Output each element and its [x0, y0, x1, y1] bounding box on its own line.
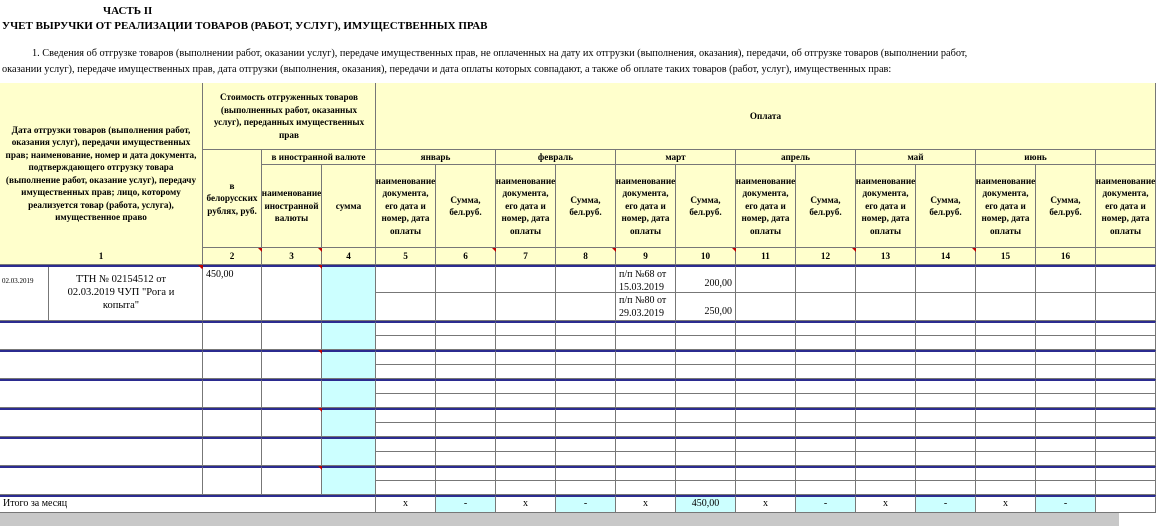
payment-cell[interactable]	[976, 452, 1036, 466]
payment-cell[interactable]	[436, 481, 496, 495]
payment-cell[interactable]	[976, 466, 1036, 481]
total-row-value[interactable]: x	[376, 495, 436, 513]
payment-cell[interactable]	[796, 365, 856, 379]
payment-cell[interactable]	[736, 408, 796, 423]
currency-name-cell[interactable]	[262, 350, 322, 379]
payment-cell[interactable]	[616, 466, 676, 481]
header-payment[interactable]: Оплата	[376, 83, 1156, 150]
total-row-value[interactable]: -	[436, 495, 496, 513]
payment-cell[interactable]	[496, 394, 556, 408]
payment-cell[interactable]	[556, 481, 616, 495]
payment-cell[interactable]	[796, 452, 856, 466]
payment-cell[interactable]	[976, 437, 1036, 452]
amount-byr-cell[interactable]	[203, 379, 262, 408]
payment-cell[interactable]	[1036, 321, 1096, 336]
column-number[interactable]	[1096, 248, 1156, 265]
payment-cell[interactable]	[736, 423, 796, 437]
total-row-value[interactable]: x	[616, 495, 676, 513]
payment-cell[interactable]	[1096, 452, 1156, 466]
comment-marker[interactable]	[318, 248, 322, 252]
column-number[interactable]: 5	[376, 248, 436, 265]
payment-cell[interactable]	[856, 265, 916, 293]
comment-marker[interactable]	[318, 350, 322, 354]
payment-cell[interactable]	[376, 466, 436, 481]
payment-cell[interactable]	[976, 350, 1036, 365]
payment-cell[interactable]	[736, 365, 796, 379]
payment-cell[interactable]	[976, 365, 1036, 379]
comment-marker[interactable]	[492, 248, 496, 252]
payment-cell[interactable]	[616, 423, 676, 437]
amount-byr-cell[interactable]	[203, 321, 262, 350]
payment-cell[interactable]	[436, 423, 496, 437]
header-cost-group[interactable]: Стоимость отгруженных товаров (выполненных работ, оказанных услуг), переданных имущественных прав	[203, 83, 376, 150]
payment-cell[interactable]	[976, 265, 1036, 293]
column-number[interactable]: 4	[322, 248, 376, 265]
payment-cell[interactable]	[856, 452, 916, 466]
payment-cell[interactable]	[376, 437, 436, 452]
amount-byr-cell[interactable]	[203, 466, 262, 495]
payment-cell[interactable]	[616, 379, 676, 394]
payment-cell[interactable]	[1096, 481, 1156, 495]
payment-cell[interactable]	[376, 293, 436, 321]
payment-cell[interactable]	[856, 336, 916, 350]
part-label: ЧАСТЬ II	[103, 5, 153, 17]
payment-cell[interactable]	[1096, 336, 1156, 350]
payment-cell[interactable]	[556, 336, 616, 350]
intro-line-2: оказании услуг), передаче имущественных прав, дата отгрузки (выполнения, оказания), передачи и дата оплаты которых совпадают, а также об оплате таких товаров (работ, услуг), имущественных прав:	[2, 64, 892, 75]
payment-cell[interactable]	[916, 466, 976, 481]
payment-cell[interactable]	[556, 350, 616, 365]
payment-cell[interactable]	[976, 293, 1036, 321]
currency-sum-cell[interactable]	[322, 466, 376, 495]
payment-cell[interactable]	[976, 423, 1036, 437]
header-foreign-currency[interactable]: в иностранной валюте	[262, 150, 376, 165]
payment-cell[interactable]	[736, 481, 796, 495]
payment-cell[interactable]	[616, 408, 676, 423]
payment-cell[interactable]	[556, 423, 616, 437]
payment-cell[interactable]	[916, 336, 976, 350]
payment-cell[interactable]	[856, 321, 916, 336]
payment-cell[interactable]	[496, 379, 556, 394]
currency-name-cell[interactable]	[262, 437, 322, 466]
payment-cell[interactable]	[676, 394, 736, 408]
payment-cell[interactable]	[496, 452, 556, 466]
payment-cell[interactable]	[736, 336, 796, 350]
payment-cell[interactable]	[436, 293, 496, 321]
payment-cell[interactable]	[376, 365, 436, 379]
payment-cell[interactable]	[1036, 481, 1096, 495]
currency-name-cell[interactable]	[262, 379, 322, 408]
payment-cell[interactable]	[556, 379, 616, 394]
march-payment-amount[interactable]: 200,00	[676, 265, 736, 293]
column-number[interactable]: 16	[1036, 248, 1096, 265]
intro-line-1: 1. Сведения об отгрузке товаров (выполнении работ, оказании услуг), передаче имущественных прав, не оплаченных на дату их отгрузки (выполнения, оказания), передачи, об отгрузке товаров (выполнении работ,	[32, 48, 968, 59]
payment-cell[interactable]	[1096, 423, 1156, 437]
payment-cell[interactable]	[916, 321, 976, 336]
payment-cell[interactable]	[1096, 466, 1156, 481]
comment-marker[interactable]	[972, 248, 976, 252]
payment-cell[interactable]	[496, 408, 556, 423]
payment-cell[interactable]	[556, 321, 616, 336]
comment-marker[interactable]	[318, 466, 322, 470]
payment-cell[interactable]	[856, 394, 916, 408]
payment-cell[interactable]	[1036, 379, 1096, 394]
total-row-value[interactable]: x	[496, 495, 556, 513]
payment-cell[interactable]	[736, 293, 796, 321]
payment-cell[interactable]	[676, 466, 736, 481]
column-number[interactable]: 6	[436, 248, 496, 265]
column-number[interactable]: 8	[556, 248, 616, 265]
payment-cell[interactable]	[376, 379, 436, 394]
header-payment-amount[interactable]: Сумма, бел.руб.	[796, 165, 856, 248]
march-payment-doc[interactable]: п/п №80 от 29.03.2019	[616, 293, 676, 321]
currency-sum-cell[interactable]	[322, 265, 376, 321]
payment-cell[interactable]	[676, 408, 736, 423]
header-month[interactable]: май	[856, 150, 976, 165]
payment-cell[interactable]	[916, 350, 976, 365]
amount-byr-cell[interactable]	[203, 408, 262, 437]
payment-cell[interactable]	[436, 394, 496, 408]
payment-cell[interactable]	[1096, 394, 1156, 408]
payment-cell[interactable]	[736, 452, 796, 466]
header-month[interactable]: февраль	[496, 150, 616, 165]
header-shipment-date[interactable]: Дата отгрузки товаров (выполнения работ, оказания услуг), передачи имущественных прав; наименование, номер и дата документа, подтверждающего отгрузку товара (выполнение работ, оказание услуг), передачу имущественных прав; лицо, которому реализуется товар (работа, услуга), имущественное право	[0, 83, 203, 265]
payment-cell[interactable]	[916, 408, 976, 423]
payment-cell[interactable]	[796, 293, 856, 321]
cell-divider	[48, 267, 49, 320]
payment-cell[interactable]	[1096, 365, 1156, 379]
payment-cell[interactable]	[856, 423, 916, 437]
column-number[interactable]: 9	[616, 248, 676, 265]
payment-cell[interactable]	[856, 466, 916, 481]
column-number[interactable]: 14	[916, 248, 976, 265]
payment-cell[interactable]	[436, 265, 496, 293]
section-title: УЧЕТ ВЫРУЧКИ ОТ РЕАЛИЗАЦИИ ТОВАРОВ (РАБОТ, УСЛУГ), ИМУЩЕСТВЕННЫХ ПРАВ	[2, 20, 488, 32]
payment-cell[interactable]	[796, 437, 856, 452]
payment-cell[interactable]	[1036, 466, 1096, 481]
payment-cell[interactable]	[676, 350, 736, 365]
payment-cell[interactable]	[436, 379, 496, 394]
payment-cell[interactable]	[1036, 394, 1096, 408]
payment-cell[interactable]	[676, 321, 736, 336]
payment-cell[interactable]	[676, 452, 736, 466]
currency-name-cell[interactable]	[262, 408, 322, 437]
payment-cell[interactable]	[496, 365, 556, 379]
payment-cell[interactable]	[1096, 408, 1156, 423]
currency-sum-cell[interactable]	[322, 379, 376, 408]
payment-cell[interactable]	[736, 394, 796, 408]
payment-cell[interactable]	[376, 481, 436, 495]
header-payment-amount[interactable]: Сумма, бел.руб.	[1036, 165, 1096, 248]
payment-cell[interactable]	[1036, 452, 1096, 466]
payment-cell[interactable]	[1036, 437, 1096, 452]
header-month[interactable]	[1096, 150, 1156, 165]
payment-cell[interactable]	[376, 265, 436, 293]
currency-sum-cell[interactable]	[322, 321, 376, 350]
header-currency-name[interactable]: наименование иностранной валюты	[262, 165, 322, 248]
payment-cell[interactable]	[616, 394, 676, 408]
payment-cell[interactable]	[676, 437, 736, 452]
header-payment-amount[interactable]: Сумма, бел.руб.	[556, 165, 616, 248]
currency-name-cell[interactable]	[262, 321, 322, 350]
comment-marker[interactable]	[612, 248, 616, 252]
intro-paragraph	[0, 46, 1115, 78]
payment-cell[interactable]	[916, 437, 976, 452]
payment-cell[interactable]	[1096, 321, 1156, 336]
payment-cell[interactable]	[676, 365, 736, 379]
payment-cell[interactable]	[976, 336, 1036, 350]
payment-cell[interactable]	[1036, 408, 1096, 423]
payment-cell[interactable]	[556, 452, 616, 466]
payment-cell[interactable]	[376, 350, 436, 365]
payment-cell[interactable]	[496, 350, 556, 365]
column-number[interactable]: 15	[976, 248, 1036, 265]
shipment-cell[interactable]	[0, 437, 203, 466]
payment-cell[interactable]	[616, 350, 676, 365]
payment-cell[interactable]	[436, 350, 496, 365]
header-month[interactable]: январь	[376, 150, 496, 165]
header-payment-doc[interactable]: наименование документа, его дата и номер, дата оплаты	[376, 165, 436, 248]
payment-cell[interactable]	[556, 408, 616, 423]
header-payment-amount[interactable]: Сумма, бел.руб.	[676, 165, 736, 248]
payment-cell[interactable]	[1036, 293, 1096, 321]
payment-cell[interactable]	[376, 336, 436, 350]
payment-cell[interactable]	[1036, 423, 1096, 437]
payment-cell[interactable]	[616, 336, 676, 350]
payment-cell[interactable]	[496, 481, 556, 495]
shipment-document: ТТН № 02154512 от 02.03.2019 ЧУП "Рога и копыта"	[67, 274, 175, 311]
total-row-value[interactable]	[1096, 495, 1156, 513]
payment-cell[interactable]	[916, 365, 976, 379]
shipment-cell[interactable]	[0, 466, 203, 495]
payment-cell[interactable]	[556, 394, 616, 408]
payment-cell[interactable]	[436, 336, 496, 350]
payment-cell[interactable]	[796, 423, 856, 437]
shipment-cell[interactable]	[0, 265, 203, 321]
payment-cell[interactable]	[916, 394, 976, 408]
payment-cell[interactable]	[736, 466, 796, 481]
payment-cell[interactable]	[856, 481, 916, 495]
payment-cell[interactable]	[436, 437, 496, 452]
column-number[interactable]: 13	[856, 248, 916, 265]
shipment-cell[interactable]	[0, 350, 203, 379]
payment-cell[interactable]	[436, 466, 496, 481]
payment-cell[interactable]	[616, 452, 676, 466]
payment-cell[interactable]	[496, 265, 556, 293]
payment-cell[interactable]	[856, 293, 916, 321]
currency-sum-cell[interactable]	[322, 408, 376, 437]
column-number[interactable]: 12	[796, 248, 856, 265]
header-payment-doc[interactable]: наименование документа, его дата и номер, дата оплаты	[976, 165, 1036, 248]
payment-cell[interactable]	[496, 466, 556, 481]
payment-cell[interactable]	[436, 321, 496, 336]
header-month[interactable]: март	[616, 150, 736, 165]
payment-cell[interactable]	[616, 437, 676, 452]
payment-cell[interactable]	[376, 321, 436, 336]
total-row-value[interactable]: 450,00	[676, 495, 736, 513]
total-row-value[interactable]: x	[856, 495, 916, 513]
total-row-value[interactable]: -	[1036, 495, 1096, 513]
column-number[interactable]: 3	[262, 248, 322, 265]
payment-cell[interactable]	[796, 466, 856, 481]
header-payment-doc[interactable]: наименование документа, его дата и номер, дата оплаты	[616, 165, 676, 248]
payment-cell[interactable]	[916, 423, 976, 437]
payment-cell[interactable]	[556, 466, 616, 481]
march-payment-amount[interactable]: 250,00	[676, 293, 736, 321]
header-month[interactable]: апрель	[736, 150, 856, 165]
header-payment-doc[interactable]: наименование документа, его дата и номер, дата оплаты	[736, 165, 796, 248]
payment-cell[interactable]	[796, 379, 856, 394]
payment-cell[interactable]	[1096, 379, 1156, 394]
payment-cell[interactable]	[736, 437, 796, 452]
payment-cell[interactable]	[916, 379, 976, 394]
header-sum[interactable]: сумма	[322, 165, 376, 248]
amount-byr-cell[interactable]	[203, 350, 262, 379]
payment-cell[interactable]	[556, 293, 616, 321]
payment-cell[interactable]	[436, 365, 496, 379]
payment-cell[interactable]	[496, 423, 556, 437]
payment-cell[interactable]	[916, 293, 976, 321]
comment-marker[interactable]	[732, 248, 736, 252]
payment-cell[interactable]	[736, 321, 796, 336]
shipment-cell[interactable]	[0, 321, 203, 350]
payment-cell[interactable]	[1036, 336, 1096, 350]
comment-marker[interactable]	[852, 248, 856, 252]
total-row-label[interactable]: Итого за месяц	[0, 495, 376, 513]
shipment-cell[interactable]	[0, 408, 203, 437]
payment-cell[interactable]	[676, 336, 736, 350]
payment-cell[interactable]	[796, 350, 856, 365]
payment-cell[interactable]	[796, 336, 856, 350]
payment-cell[interactable]	[1036, 365, 1096, 379]
comment-marker[interactable]	[318, 408, 322, 412]
payment-cell[interactable]	[616, 481, 676, 495]
currency-name-cell[interactable]	[262, 265, 322, 321]
total-row-value[interactable]: x	[976, 495, 1036, 513]
header-payment-doc[interactable]: наименование документа, его дата и номер, дата оплаты	[496, 165, 556, 248]
payment-cell[interactable]	[676, 481, 736, 495]
payment-cell[interactable]	[796, 265, 856, 293]
header-payment-doc[interactable]: наименование документа, его дата и номер, дата оплаты	[856, 165, 916, 248]
payment-cell[interactable]	[376, 394, 436, 408]
payment-cell[interactable]	[976, 321, 1036, 336]
payment-cell[interactable]	[796, 321, 856, 336]
column-number[interactable]: 2	[203, 248, 262, 265]
payment-cell[interactable]	[916, 481, 976, 495]
header-payment-amount[interactable]: Сумма, бел.руб.	[436, 165, 496, 248]
comment-marker[interactable]	[258, 248, 262, 252]
shipment-date: 02.03.2019	[2, 277, 34, 285]
payment-cell[interactable]	[496, 336, 556, 350]
payment-cell[interactable]	[976, 481, 1036, 495]
payment-cell[interactable]	[976, 394, 1036, 408]
total-row-value[interactable]: -	[796, 495, 856, 513]
payment-cell[interactable]	[616, 365, 676, 379]
total-row-value[interactable]: -	[556, 495, 616, 513]
payment-cell[interactable]	[736, 379, 796, 394]
payment-cell[interactable]	[856, 408, 916, 423]
payment-cell[interactable]	[736, 265, 796, 293]
payment-cell[interactable]	[796, 394, 856, 408]
spreadsheet-grid	[0, 83, 1156, 513]
header-byr[interactable]: в белорусских рублях, руб.	[203, 150, 262, 248]
payment-cell[interactable]	[376, 452, 436, 466]
payment-cell[interactable]	[796, 481, 856, 495]
payment-cell[interactable]	[1096, 350, 1156, 365]
payment-cell[interactable]	[496, 293, 556, 321]
payment-cell[interactable]	[436, 452, 496, 466]
payment-cell[interactable]	[676, 423, 736, 437]
payment-cell[interactable]	[376, 408, 436, 423]
total-row-value[interactable]: -	[916, 495, 976, 513]
payment-cell[interactable]	[976, 408, 1036, 423]
payment-cell[interactable]	[376, 423, 436, 437]
header-payment-amount[interactable]: Сумма, бел.руб.	[916, 165, 976, 248]
payment-cell[interactable]	[496, 437, 556, 452]
payment-cell[interactable]	[736, 350, 796, 365]
payment-cell[interactable]	[556, 265, 616, 293]
amount-byr-cell[interactable]	[203, 437, 262, 466]
payment-cell[interactable]	[856, 437, 916, 452]
column-number[interactable]: 7	[496, 248, 556, 265]
currency-sum-cell[interactable]	[322, 437, 376, 466]
horizontal-scrollbar[interactable]	[0, 513, 1119, 526]
comment-marker[interactable]	[318, 265, 322, 269]
amount-byr[interactable]: 450,00	[203, 265, 262, 321]
payment-cell[interactable]	[556, 365, 616, 379]
payment-cell[interactable]	[616, 321, 676, 336]
column-number[interactable]: 10	[676, 248, 736, 265]
payment-cell[interactable]	[1036, 265, 1096, 293]
payment-cell[interactable]	[1096, 293, 1156, 321]
payment-cell[interactable]	[916, 265, 976, 293]
payment-cell[interactable]	[856, 350, 916, 365]
payment-cell[interactable]	[496, 321, 556, 336]
shipment-cell[interactable]	[0, 379, 203, 408]
header-payment-doc[interactable]: наименование документа, его дата и номер, дата оплаты	[1096, 165, 1156, 248]
comment-marker[interactable]	[198, 265, 202, 269]
column-number[interactable]: 11	[736, 248, 796, 265]
currency-sum-cell[interactable]	[322, 350, 376, 379]
currency-name-cell[interactable]	[262, 466, 322, 495]
payment-cell[interactable]	[856, 365, 916, 379]
payment-cell[interactable]	[856, 379, 916, 394]
payment-cell[interactable]	[1096, 437, 1156, 452]
payment-cell[interactable]	[1036, 350, 1096, 365]
payment-cell[interactable]	[916, 452, 976, 466]
payment-cell[interactable]	[556, 437, 616, 452]
payment-cell[interactable]	[796, 408, 856, 423]
column-number[interactable]: 1	[0, 248, 203, 265]
payment-cell[interactable]	[976, 379, 1036, 394]
total-row-value[interactable]: x	[736, 495, 796, 513]
payment-cell[interactable]	[1096, 265, 1156, 293]
payment-cell[interactable]	[436, 408, 496, 423]
march-payment-doc[interactable]: п/п №68 от 15.03.2019	[616, 265, 676, 293]
payment-cell[interactable]	[676, 379, 736, 394]
header-month[interactable]: июнь	[976, 150, 1096, 165]
